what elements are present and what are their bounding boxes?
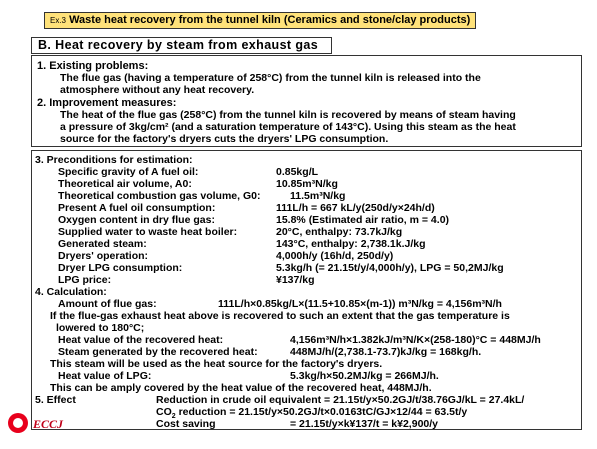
coverage-line: This can be amply covered by the heat value of the recovered heat, 448MJ/h. bbox=[50, 382, 432, 394]
precondition-value: 15.8% (Estimated air ratio, m = 4.0) bbox=[276, 214, 450, 226]
precondition-label: Dryers' operation: bbox=[58, 250, 149, 262]
precondition-label: Theoretical combustion gas volume, G0: bbox=[58, 190, 261, 202]
precondition-label: Generated steam: bbox=[58, 238, 147, 250]
problems-line-1: The flue gas (having a temperature of 258°C) from the tunnel kiln is released into the bbox=[60, 72, 481, 84]
estimation-box bbox=[31, 150, 582, 430]
lpg-heat-label: Heat value of LPG: bbox=[58, 370, 152, 382]
precondition-value: 10.85m³N/kg bbox=[276, 178, 338, 190]
precondition-label: LPG price: bbox=[58, 274, 112, 286]
assumption-line-2: lowered to 180°C; bbox=[56, 322, 145, 334]
co2-subscript: 2 bbox=[171, 413, 176, 421]
eccj-logo bbox=[8, 409, 78, 437]
precondition-label: Specific gravity of A fuel oil: bbox=[58, 166, 199, 178]
measures-heading: 2. Improvement measures: bbox=[37, 97, 177, 109]
measures-line-3: source for the factory's dryers cuts the dryers' LPG consumption. bbox=[60, 133, 389, 145]
precondition-label: Theoretical air volume, A0: bbox=[58, 178, 192, 190]
steam-label: Steam generated by the recovered heat: bbox=[58, 346, 258, 358]
cost-saving-label: Cost saving bbox=[156, 418, 216, 430]
precondition-label: Oxygen content in dry flue gas: bbox=[58, 214, 215, 226]
precondition-value: 20°C, enthalpy: 73.7kJ/kg bbox=[276, 226, 403, 238]
example-title: Waste heat recovery from the tunnel kiln (Ceramics and stone/clay products) bbox=[69, 14, 471, 26]
logo-mark-icon bbox=[8, 413, 28, 433]
precondition-value: 111L/h = 667 kL/y(250d/y×24h/d) bbox=[276, 202, 435, 214]
preconditions-heading: 3. Preconditions for estimation: bbox=[35, 154, 193, 166]
steam-usage-line: This steam will be used as the heat source for the factory's dryers. bbox=[50, 358, 383, 370]
recovered-heat-value: 4,156m³N/h×1.382kJ/m³N/K×(258-180)°C = 448MJ/h bbox=[290, 334, 541, 346]
precondition-value: ¥137/kg bbox=[276, 274, 315, 286]
flue-gas-value: 111L/h×0.85kg/L×(11.5+10.85×(m-1)) m³N/kg = 4,156m³N/h bbox=[218, 298, 502, 310]
cost-saving-value: = 21.15t/y×k¥137/t = k¥2,900/y bbox=[290, 418, 438, 430]
crude-oil-reduction: Reduction in crude oil equivalent = 21.15t/y×50.2GJ/t/38.76GJ/kL = 27.4kL/ bbox=[156, 394, 525, 406]
precondition-value: 0.85kg/L bbox=[276, 166, 319, 178]
flue-gas-label: Amount of flue gas: bbox=[58, 298, 157, 310]
problems-line-2: atmosphere without any heat recovery. bbox=[60, 84, 255, 96]
recovered-heat-label: Heat value of the recovered heat: bbox=[58, 334, 224, 346]
co2-text: reduction = 21.15t/y×50.2GJ/t×0.0163tC/GJ×12/44 = 63.5t/y bbox=[175, 406, 468, 418]
measures-line-2: a pressure of 3kg/cm² (and a saturation temperature of 143°C). Using this steam as the heat bbox=[60, 121, 516, 133]
precondition-value: 143°C, enthalpy: 2,738.1k.J/kg bbox=[276, 238, 426, 250]
co2-prefix: CO bbox=[156, 406, 172, 418]
logo-text: ECCJ bbox=[33, 417, 64, 431]
section-title: B. Heat recovery by steam from exhaust gas bbox=[31, 37, 332, 54]
effect-heading: 5. Effect bbox=[35, 394, 76, 406]
precondition-label: Present A fuel oil consumption: bbox=[58, 202, 216, 214]
precondition-value: 5.3kg/h (= 21.15t/y/4,000h/y), LPG = 50,2MJ/kg bbox=[276, 262, 504, 274]
steam-value: 448MJ/h/(2,738.1-73.7)kJ/kg = 168kg/h. bbox=[290, 346, 482, 358]
precondition-value: 11.5m³N/kg bbox=[290, 190, 346, 202]
problems-heading: 1. Existing problems: bbox=[37, 60, 149, 72]
problems-measures-box bbox=[31, 55, 582, 147]
assumption-line-1: If the flue-gas exhaust heat above is recovered to such an extent that the gas temperature is bbox=[50, 310, 510, 322]
example-tag bbox=[44, 12, 476, 29]
example-number: Ex.3 bbox=[50, 16, 67, 25]
calculation-heading: 4. Calculation: bbox=[35, 286, 107, 298]
lpg-heat-value: 5.3kg/h×50.2MJ/kg = 266MJ/h. bbox=[290, 370, 439, 382]
precondition-value: 4,000h/y (16h/d, 250d/y) bbox=[276, 250, 394, 262]
precondition-label: Dryer LPG consumption: bbox=[58, 262, 183, 274]
precondition-label: Supplied water to waste heat boiler: bbox=[58, 226, 238, 238]
measures-line-1: The heat of the flue gas (258°C) from the tunnel kiln is recovered by means of steam having bbox=[60, 109, 516, 121]
